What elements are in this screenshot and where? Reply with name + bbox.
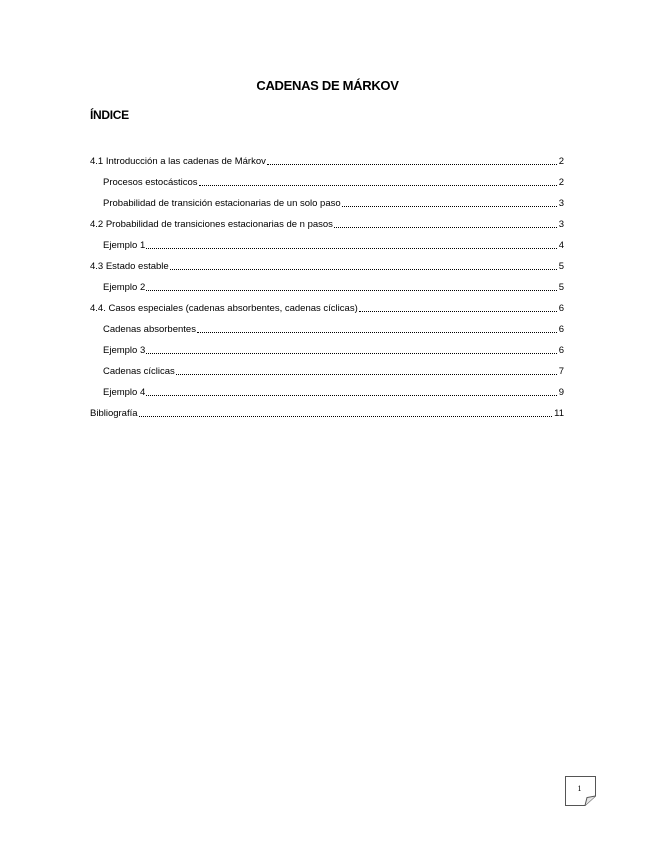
toc-entry[interactable] (90, 295, 564, 316)
toc-entry-page: 6 (558, 345, 564, 356)
toc-entry-page: 3 (558, 219, 564, 230)
toc-entry-text: 4.3 Estado estable (90, 261, 169, 272)
toc-entry[interactable] (90, 253, 564, 274)
table-of-contents (90, 148, 564, 421)
toc-entry-text: 4.1 Introducción a las cadenas de Márkov (90, 156, 266, 167)
toc-dot-leader (146, 248, 556, 249)
toc-entry[interactable] (90, 211, 564, 232)
toc-entry-text: Ejemplo 3 (103, 345, 146, 356)
toc-entry-page: 2 (558, 177, 564, 188)
toc-entry-page: 7 (558, 366, 564, 377)
toc-dot-leader (146, 290, 556, 291)
toc-entry-text: 4.2 Probabilidad de transiciones estacionarias de n pasos (90, 219, 333, 230)
toc-entry[interactable] (90, 148, 564, 169)
toc-entry-page: 6 (558, 324, 564, 335)
toc-dot-leader (334, 227, 557, 228)
toc-entry[interactable] (90, 190, 564, 211)
toc-dot-leader (139, 416, 553, 417)
toc-entry[interactable] (90, 337, 564, 358)
toc-entry[interactable] (90, 316, 564, 337)
toc-entry[interactable] (90, 358, 564, 379)
toc-dot-leader (146, 353, 556, 354)
document-title: CADENAS DE MÁRKOV (256, 78, 399, 93)
toc-dot-leader (176, 374, 557, 375)
toc-entry-text: Ejemplo 4 (103, 387, 146, 398)
toc-entry[interactable] (90, 232, 564, 253)
toc-entry-text: Ejemplo 2 (103, 282, 146, 293)
toc-heading: ÍNDICE (90, 108, 129, 122)
toc-entry-text: Cadenas cíclicas (103, 366, 175, 377)
toc-entry-text: 4.4. Casos especiales (cadenas absorbentes, cadenas cíclicas) (90, 303, 358, 314)
toc-entry-page: 9 (558, 387, 564, 398)
toc-dot-leader (197, 332, 557, 333)
toc-dot-leader (267, 164, 557, 165)
toc-entry-page: 2 (558, 156, 564, 167)
toc-dot-leader (146, 395, 556, 396)
toc-entry-page: 5 (558, 261, 564, 272)
toc-entry[interactable] (90, 379, 564, 400)
toc-entry-text: Procesos estocásticos (103, 177, 198, 188)
toc-dot-leader (342, 206, 557, 207)
toc-entry-page: 4 (558, 240, 564, 251)
toc-entry-text: Bibliografía (90, 408, 138, 419)
toc-entry-page: 5 (558, 282, 564, 293)
toc-entry-page: 3 (558, 198, 564, 209)
toc-entry-page: 6 (558, 303, 564, 314)
toc-entry-page: 11 (554, 408, 564, 419)
toc-entry-text: Cadenas absorbentes (103, 324, 196, 335)
toc-entry[interactable] (90, 400, 564, 421)
page-number-box (565, 776, 596, 806)
toc-entry-text: Probabilidad de transición estacionarias de un solo paso (103, 198, 341, 209)
toc-entry[interactable] (90, 274, 564, 295)
toc-dot-leader (359, 311, 557, 312)
toc-entry[interactable] (90, 169, 564, 190)
page-number: 1 (577, 784, 582, 793)
toc-entry-text: Ejemplo 1 (103, 240, 146, 251)
toc-dot-leader (199, 185, 557, 186)
toc-dot-leader (170, 269, 557, 270)
